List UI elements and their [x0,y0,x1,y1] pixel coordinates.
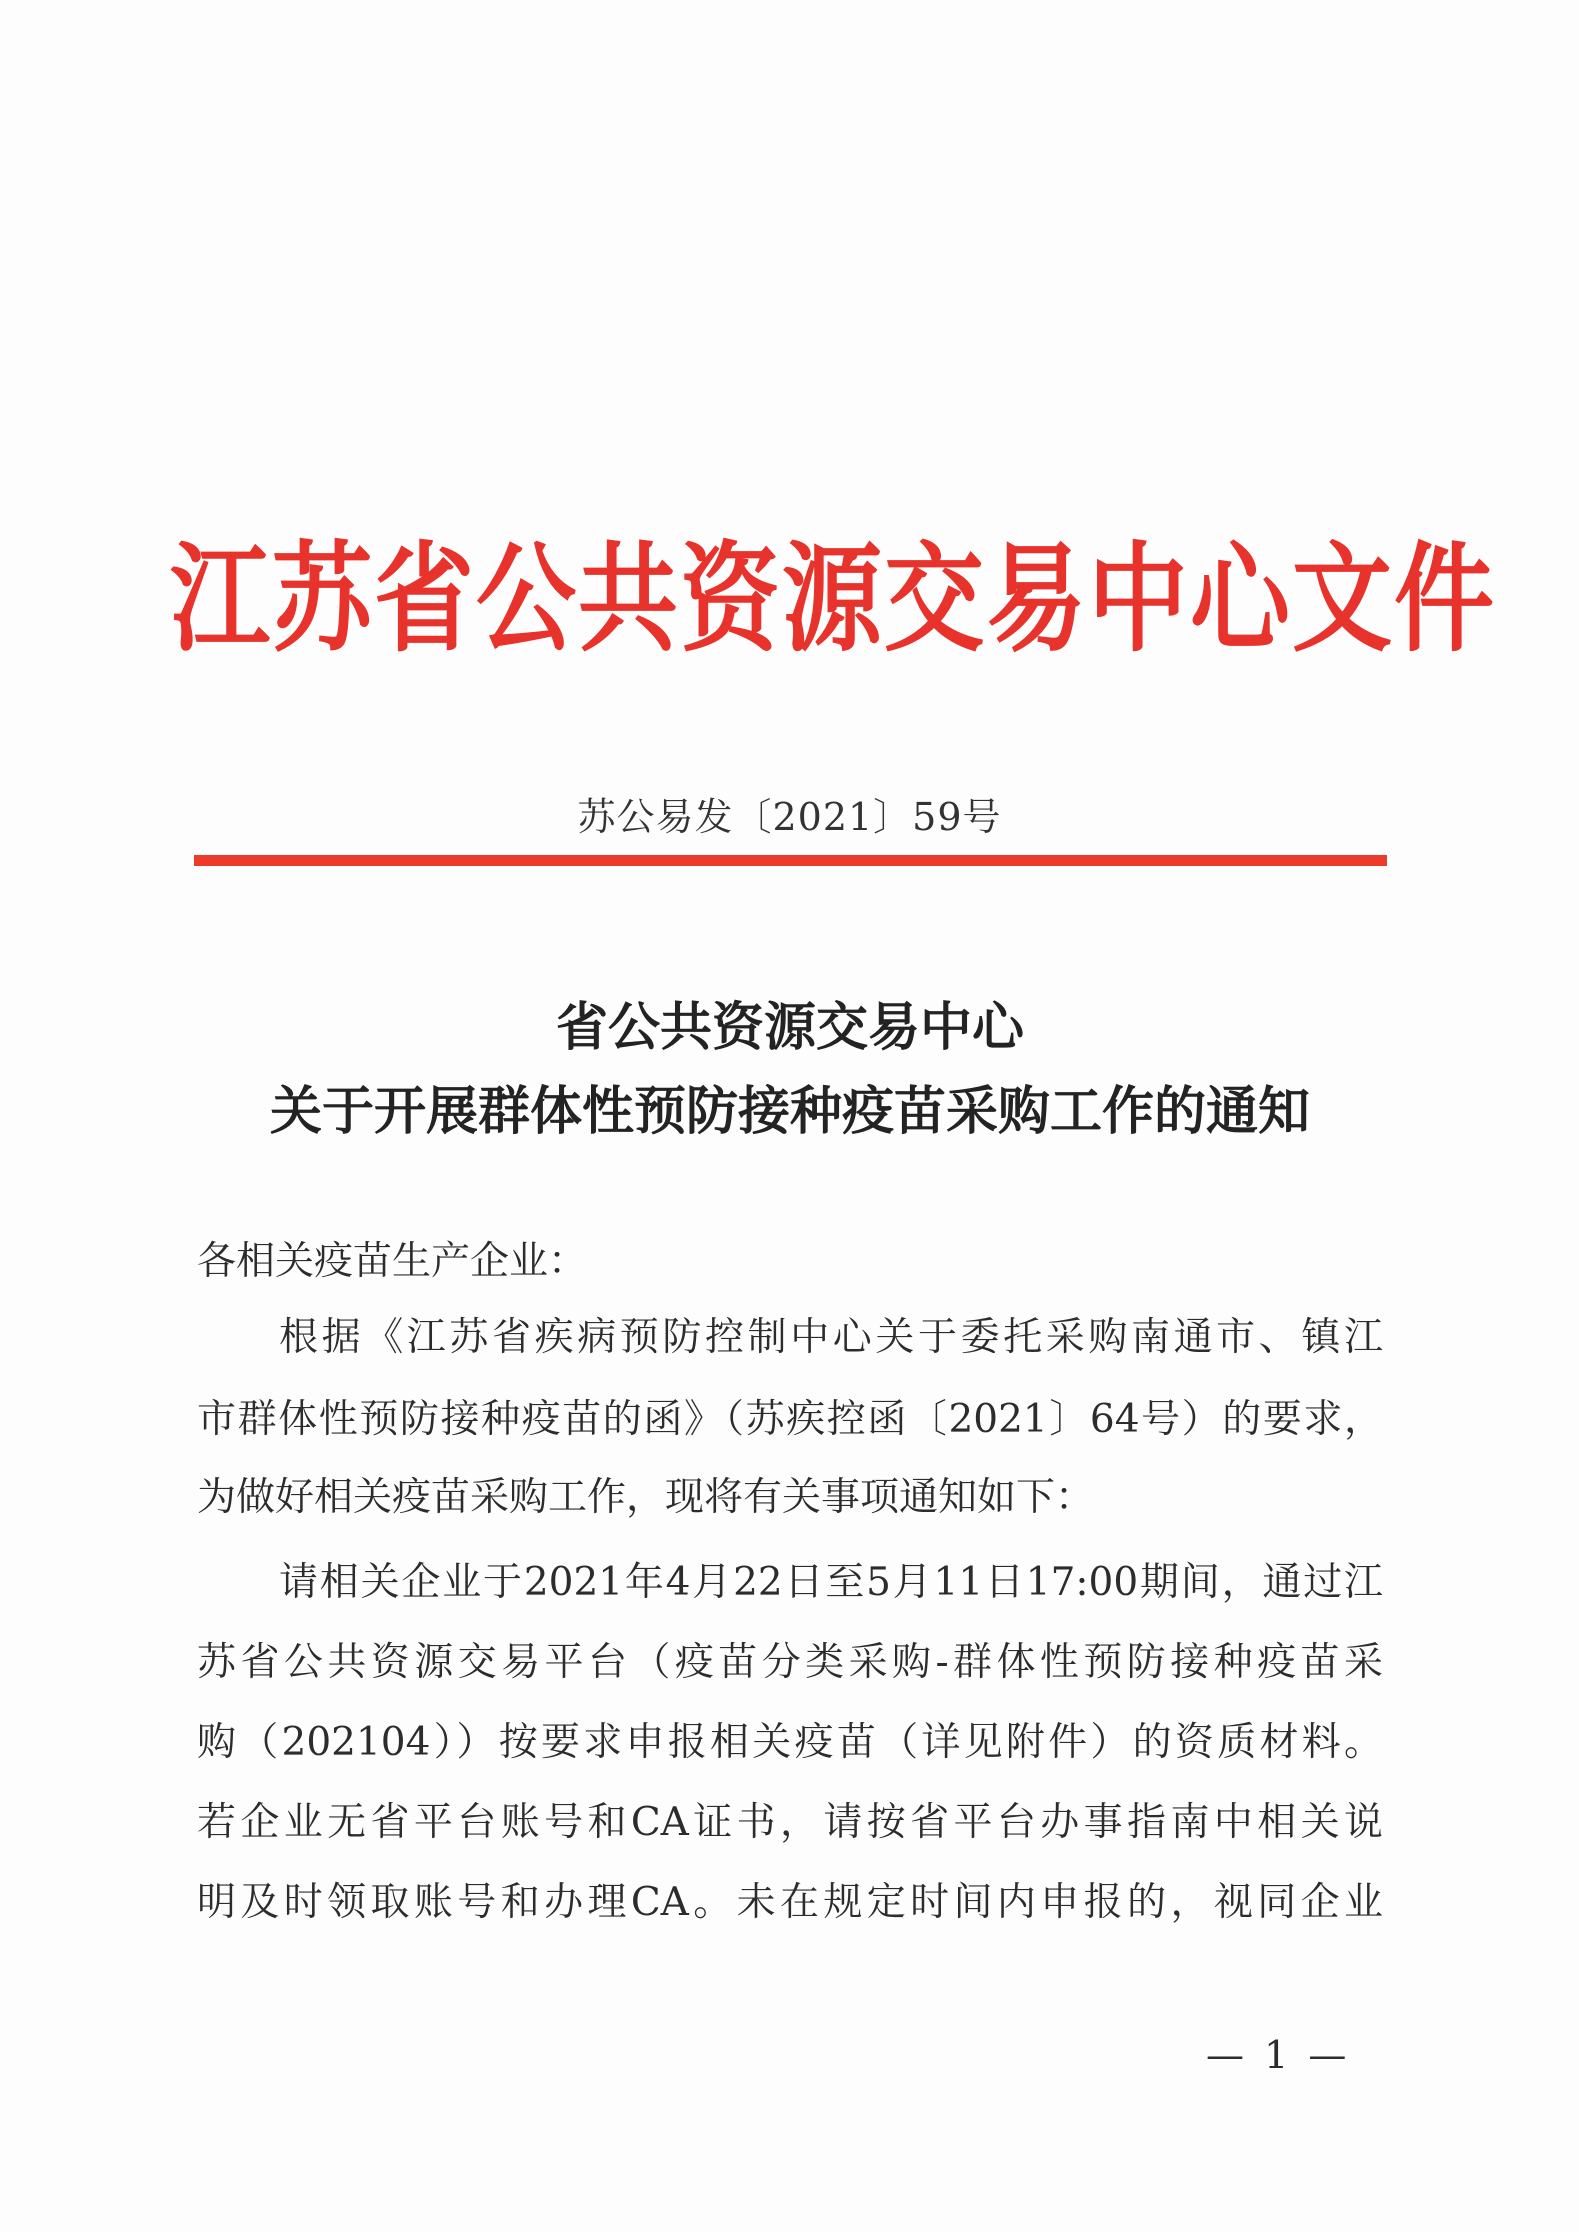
document-number: 苏公易发〔2021〕59号 [577,795,1002,839]
masthead-title: 江苏省公共资源交易中心文件 [170,530,1496,669]
notice-title-line-2: 关于开展群体性预防接种疫苗采购工作的通知 [269,1082,1310,1142]
body-line-1: 根据《江苏省疾病预防控制中心关于委托采购南通市、镇江 [279,1315,1383,1360]
body-line-3: 为做好相关疫苗采购工作，现将有关事项通知如下： [197,1475,1095,1520]
body-line-2: 市群体性预防接种疫苗的函》（苏疾控函〔2021〕64号）的要求， [197,1397,1383,1442]
body-line-5: 苏省公共资源交易平台（疫苗分类采购-群体性预防接种疫苗采 [197,1640,1383,1685]
body-line-7: 若企业无省平台账号和CA证书，请按省平台办事指南中相关说 [197,1800,1383,1845]
page-number: — 1 — [1206,2033,1351,2077]
notice-title-line-1: 省公共资源交易中心 [555,998,1024,1058]
salutation: 各相关疫苗生产企业： [197,1239,588,1284]
body-line-8: 明及时领取账号和办理CA。未在规定时间内申报的，视同企业 [197,1880,1383,1925]
body-line-4: 请相关企业于2021年4月22日至5月11日17:00期间，通过江 [279,1560,1383,1605]
red-separator-rule [194,855,1387,866]
body-line-6: 购（202104））按要求申报相关疫苗（详见附件）的资质材料。 [197,1720,1383,1765]
